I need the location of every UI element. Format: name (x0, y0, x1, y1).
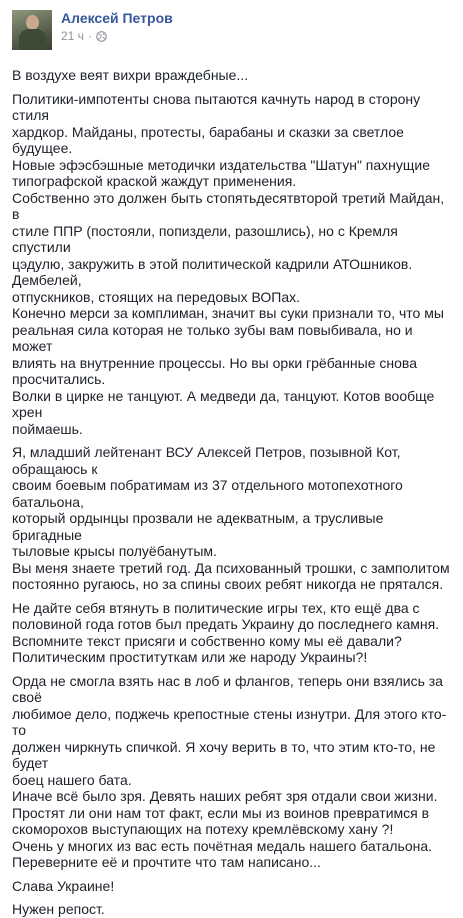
post-paragraph: Нужен репост. (12, 901, 105, 917)
meta-separator: · (87, 29, 92, 43)
post-meta (61, 29, 173, 44)
author-block (61, 8, 173, 44)
post-paragraph: Слава Украине! (12, 877, 115, 894)
post-paragraph: Политики-импотенты снова пытаются качнуть народ в сторону стиля хардкор. Майданы, протесты, барабаны и сказки за светлое будущее. Новые эфэсбэшные методички издательства "Шатун" пахнущие типографской краской жаждут применения. Собственно это должен быть стопятьдесятвторой третий Майдан, в стиле ППР (постояли, попиздели, разошлись), но с Кремля спустили цэдулю, закружить в этой политической кадрили АТОшников. Дембелей, отпускников, стоящих на передовых ВОПах. Конечно мерси за комплиман, значит вы суки признали то, что мы реальная сила которая не только зубы вам повыбивала, но и может влиять на внутренние процессы. Но вы орки грёбанные снова просчитались. Волки в цирке не танцуют. А медведи да, танцуют. Котов вообще хрен поймаешь. (12, 90, 445, 437)
post-body (12, 67, 455, 918)
post-paragraph: Я, младший лейтенант ВСУ Алексей Петров, позывной Кот, обращаюсь к своим боевым побратимам из 37 отдельного мотопехотного батальона, который ордынцы прозвали не адекватным, а трусливые бригадные тыловые крысы полуёбанутым. Вы меня знаете третий год. Да психованный трошки, с замполитом постоянно ругаюсь, но за спины своих ребят никогда не прятался. (12, 444, 450, 592)
author-name-link[interactable]: Алексей Петров (61, 10, 173, 26)
post-header (12, 8, 455, 60)
post-paragraph: В воздухе веят вихри враждебные... (12, 67, 249, 83)
author-avatar[interactable] (12, 10, 52, 50)
post-paragraph: Орда не смогла взять нас в лоб и флангов, теперь они взялись за своё любимое дело, поджечь крепостные стены изнутри. Для этого кто-то должен чиркнуть спичкой. Я хочу верить в то, что этим кто-то, не будет боец нашего бата. Иначе всё было зря. Девять наших ребят зря отдали свои жизни. Простят ли они нам тот факт, если мы из воинов превратимся в скоморохов выступающих на потеху кремлёвскому хану ?! Очень у многих из вас есть почётная медаль нашего батальона. Переверните её и прочтите что там написано... (12, 672, 447, 870)
post-paragraph: Не дайте себя втянуть в политические игры тех, кто ещё два с половиной года готов был предать Украину до последнего камня. Вспомните текст присяги и собственно кому мы её давали? Политическим проституткам или же народу Украины?! (12, 599, 440, 665)
globe-icon[interactable] (96, 31, 107, 42)
post-timestamp[interactable]: 21 ч (61, 29, 84, 43)
